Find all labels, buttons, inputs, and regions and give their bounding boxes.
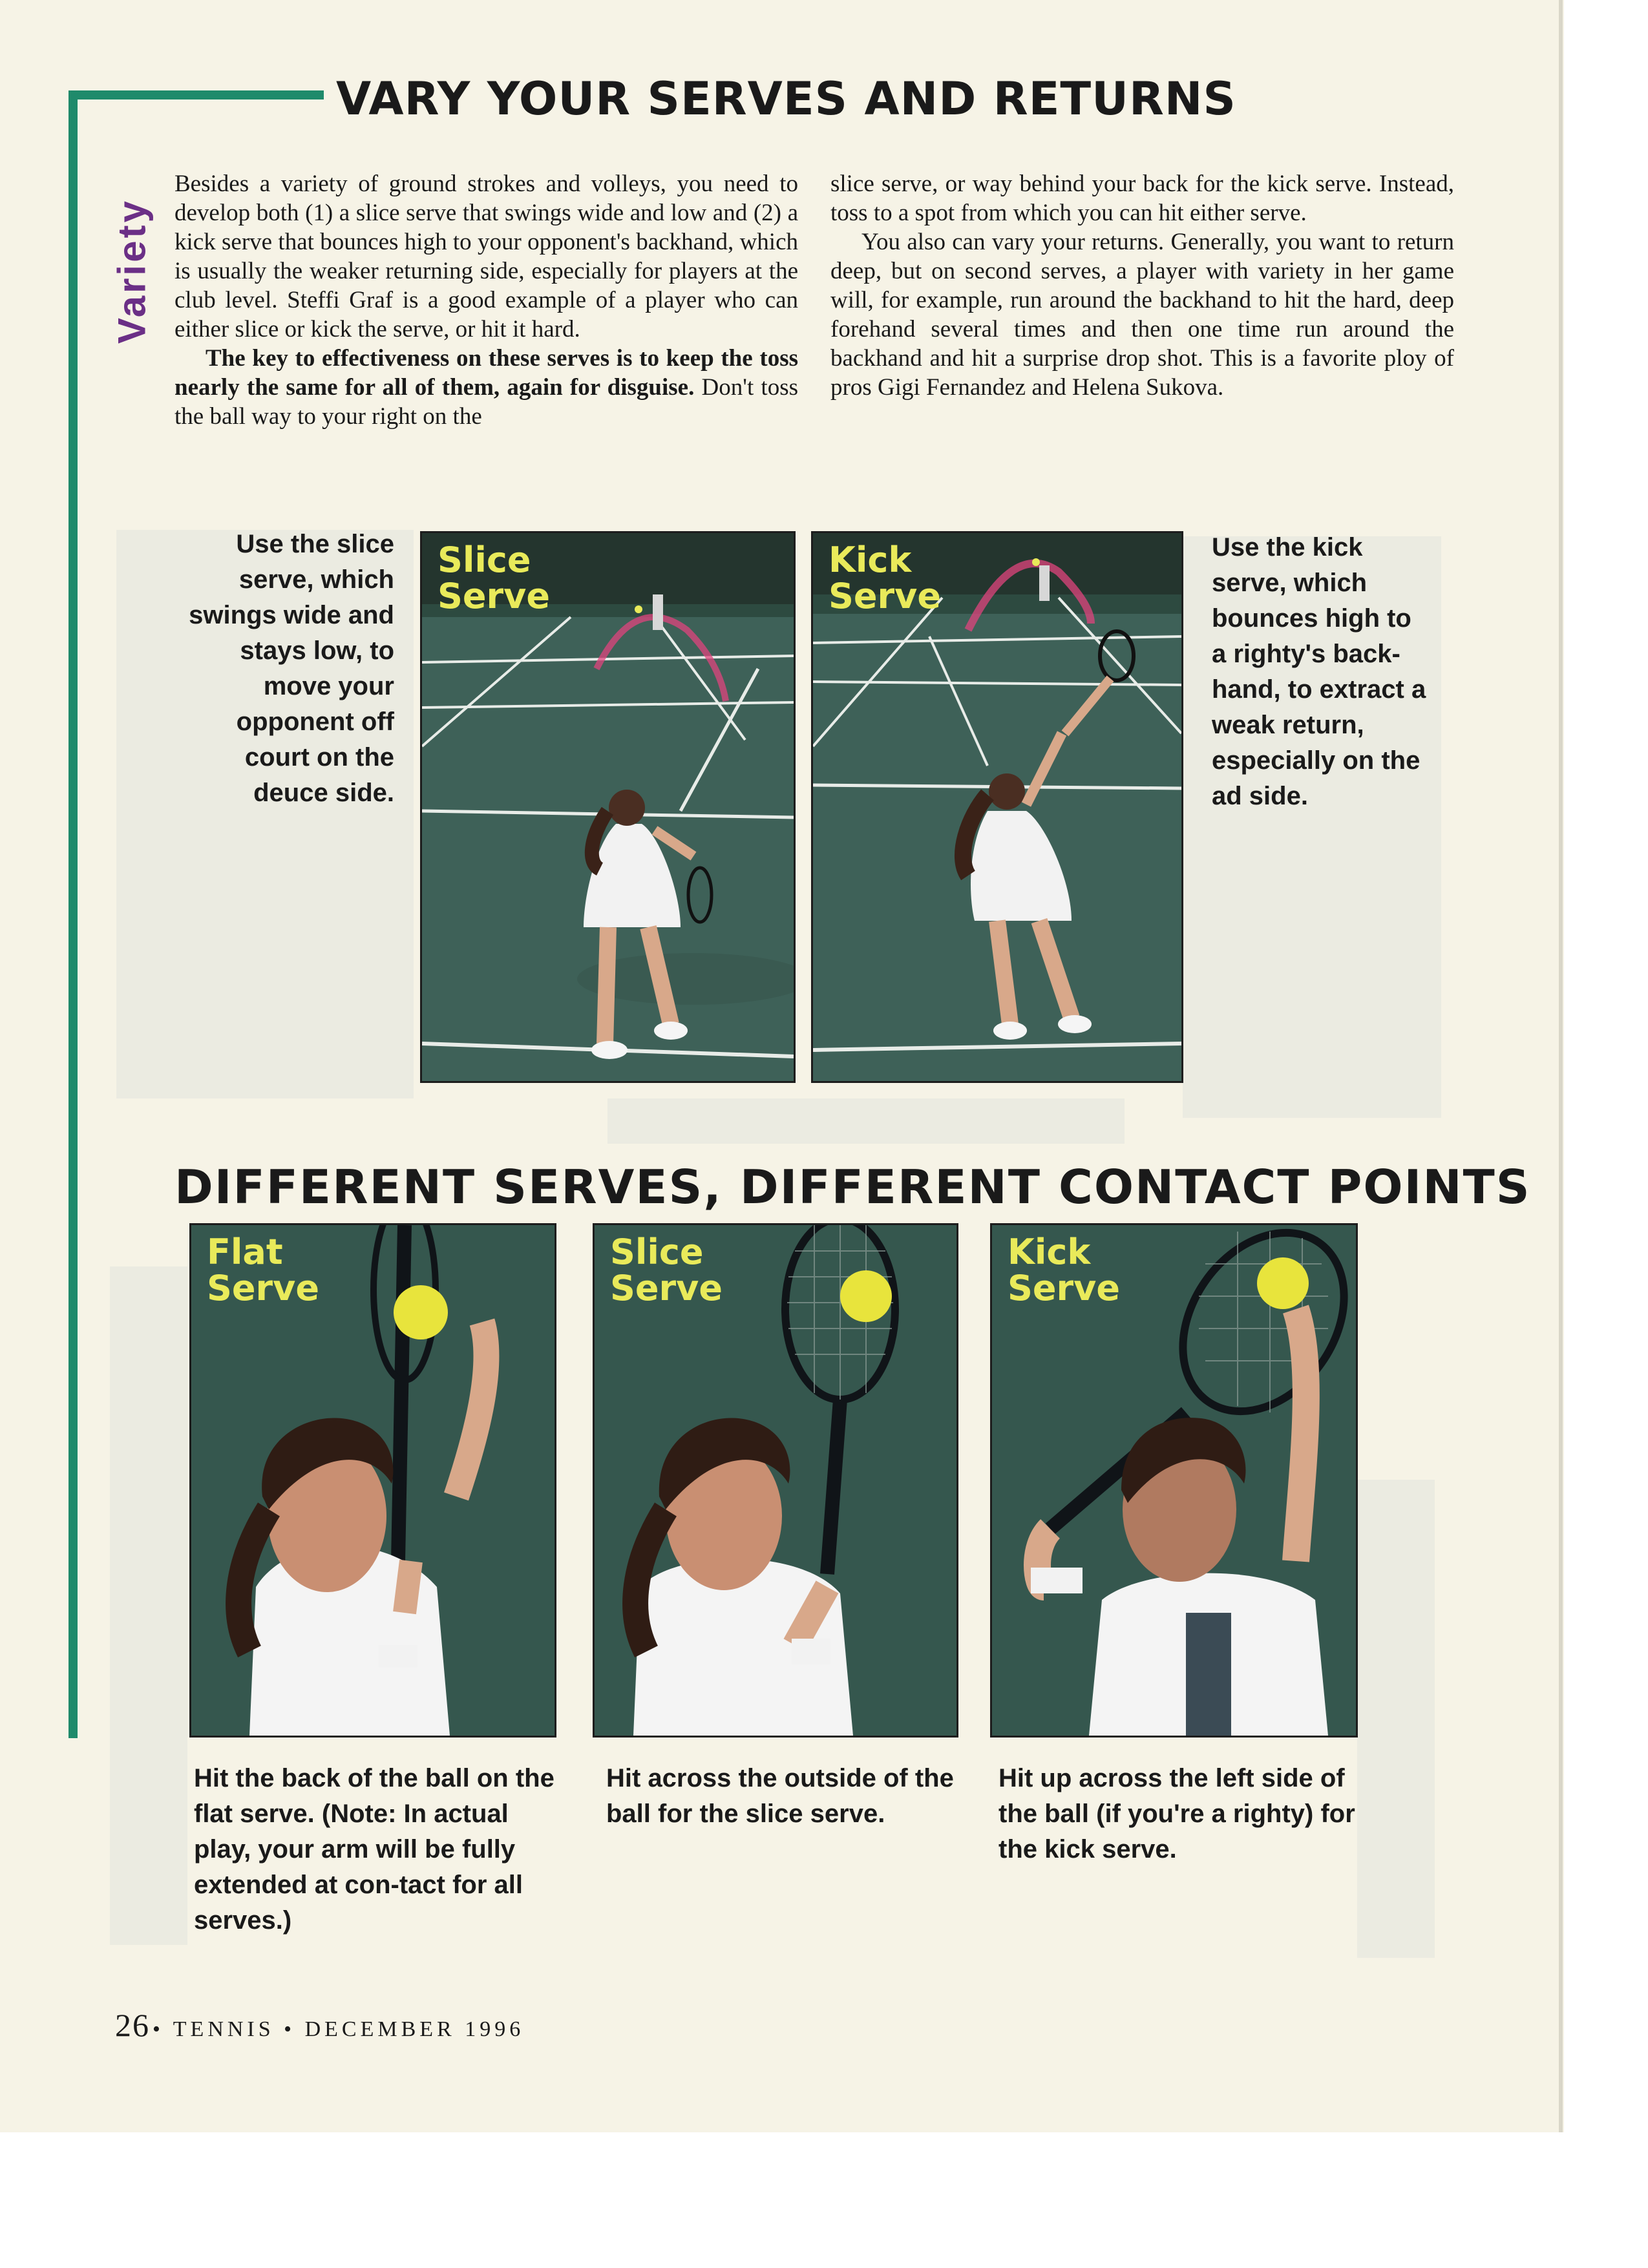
section-title: DIFFERENT SERVES, DIFFERENT CONTACT POINTS xyxy=(174,1160,1531,1214)
photo-label-line: Kick xyxy=(829,540,912,580)
slice-serve-photo xyxy=(420,531,796,1083)
photo-label xyxy=(438,542,550,614)
page-number: 26 xyxy=(115,2007,150,2043)
paragraph xyxy=(174,344,798,431)
slice-contact-photo xyxy=(593,1223,958,1738)
show-through-block xyxy=(1357,1480,1435,1958)
photo-label-line: Serve xyxy=(610,1268,723,1308)
footer-publication: • TENNIS • DECEMBER 1996 xyxy=(153,2017,525,2041)
article-column-1 xyxy=(174,169,798,431)
show-through-block xyxy=(110,1266,187,1945)
flat-serve-caption: Hit the back of the ball on the flat serve. (Note: In actual play, your arm will be fully extended at con-tact for all serves.) xyxy=(194,1764,555,1935)
kick-serve-caption: Use the kick serve, which bounces high to a righty's back-hand, to extract a weak return, especially on the ad side. xyxy=(1212,533,1426,810)
kick-serve-photo xyxy=(811,531,1183,1083)
emphasis-text: The key to effectiveness on these serves is to keep the toss nearly the same for all of them, again for disguise. xyxy=(174,345,798,401)
section-label: Variety xyxy=(110,198,154,344)
paragraph: slice serve, or way behind your back for the kick serve. Instead, toss to a spot from which you can hit either serve. xyxy=(830,171,1454,226)
photo-label xyxy=(610,1234,723,1307)
slice-serve-caption: Use the slice serve, which swings wide and stays low, to move your opponent off court on the deuce side. xyxy=(189,530,394,807)
photo-label-line: Serve xyxy=(1008,1268,1120,1308)
accent-rule-vertical xyxy=(69,90,78,1738)
kick-serve-contact-caption: Hit up across the left side of the ball (if you're a righty) for the kick serve. xyxy=(998,1764,1355,1864)
slice-serve-contact-caption: Hit across the outside of the ball for the slice serve. xyxy=(606,1764,954,1828)
photo-label xyxy=(829,542,941,614)
photo-label-line: Slice xyxy=(438,540,531,580)
kick-contact-photo xyxy=(990,1223,1358,1738)
photo-label-line: Serve xyxy=(438,576,550,616)
scan-edge xyxy=(1559,0,1563,2132)
photo-label-line: Serve xyxy=(829,576,941,616)
photo-label-line: Serve xyxy=(207,1268,319,1308)
photo-label xyxy=(207,1234,319,1307)
page-footer xyxy=(115,2006,524,2044)
paragraph: Besides a variety of ground strokes and volleys, you need to develop both (1) a slice serve that swings wide and low and (2) a kick serve that bounces high to your opponent's backhand, which is usually the weaker returning side, especially for players at the club level. Steffi Graf is a good example of a player who can either slice or kick the serve, or hit it hard. xyxy=(174,171,798,342)
page-title: VARY YOUR SERVES AND RETURNS xyxy=(336,72,1236,125)
accent-rule-horizontal xyxy=(69,90,324,100)
article-column-2 xyxy=(830,169,1454,402)
paragraph: You also can vary your returns. Generally, you want to return deep, but on second serves, a player with variety in her game will, for example, run around the backhand to hit the hard, deep forehand several times and then one time run around the backhand and hit a surprise drop shot. This is a favorite ploy of pros Gigi Fernandez and Helena Sukova. xyxy=(830,229,1454,401)
flat-serve-photo xyxy=(189,1223,556,1738)
photo-label-line: Slice xyxy=(610,1232,704,1272)
show-through-block xyxy=(607,1098,1125,1144)
paragraph-continuation: Don't toss the ball way to your right on the xyxy=(174,374,798,430)
photo-label xyxy=(1008,1234,1120,1307)
photo-label-line: Kick xyxy=(1008,1232,1091,1272)
photo-label-line: Flat xyxy=(207,1232,283,1272)
